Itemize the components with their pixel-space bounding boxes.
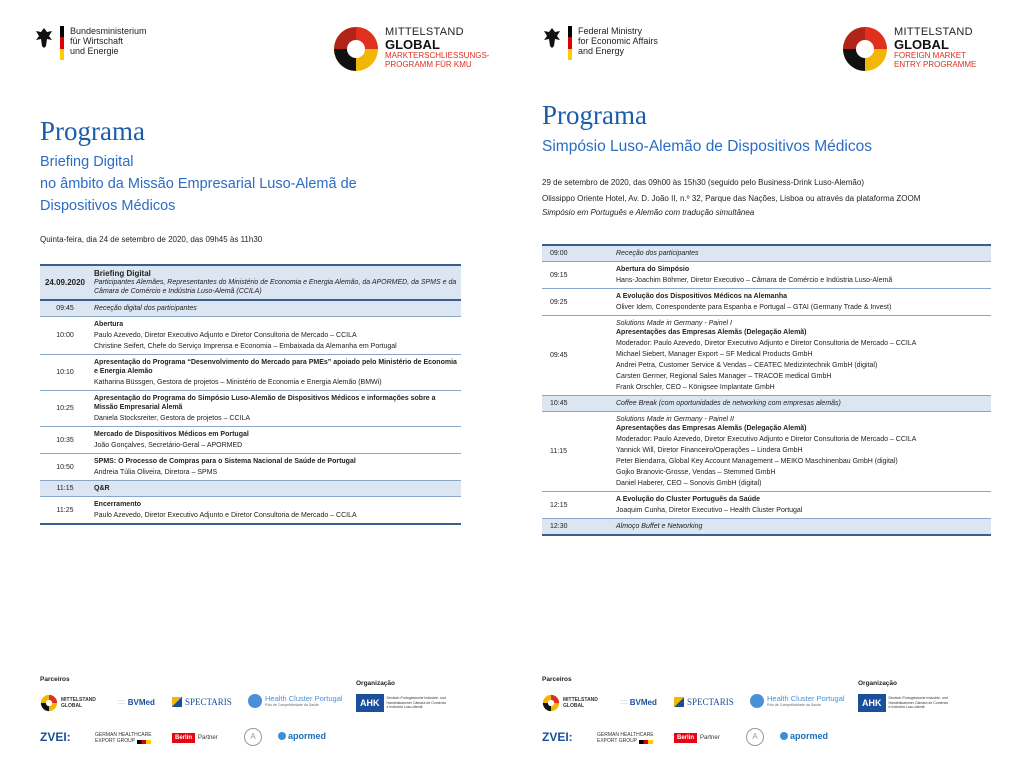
speaker-line: Joaquim Cunha, Diretor Executivo – Health Cluster Portugal [616,507,803,514]
berlin-text: Berlin [674,733,697,743]
schedule-time: 12:15 [550,501,568,509]
page-title: Programa [40,116,145,146]
mg-line-2: GLOBAL [894,37,949,52]
apormed-logo [278,732,326,740]
subtitle-line-3: Dispositivos Médicos [40,198,176,214]
mittelstand-global-mark-icon [542,694,560,712]
zvei-text: ZVEI: [40,730,71,744]
ahk-text: Deutsch-Portugiesische Industrie- und Handelskammer Câmara de Comércio e Indústria Luso-Alemã [386,696,447,710]
schedule-time: 10:10 [56,369,74,376]
ahk-mark: AHK [858,694,886,712]
ministry-line-2: für Wirtschaft [70,36,124,46]
speaker-line: Michael Siebert, Manager Export – SF Medical Products GmbH [616,351,813,358]
schedule-time: 09:00 [550,250,568,257]
ghe-flag-icon [137,740,151,744]
schedule-time: 09:25 [550,298,568,306]
apormed-logo [780,732,828,740]
session-note: Almoço Buffet e Networking [616,523,703,530]
footer-mg-text: MITTELSTAND GLOBAL [563,697,598,709]
ahk-logo [858,694,951,712]
mg-line-3: MARKTERSCHLIESSUNGS- [385,51,490,60]
emblem-icon: A [746,728,764,746]
speaker-line: Gojko Branovic-Grosse, Vendas – Stemmed GmbH [616,469,776,476]
mg-line-2: GLOBAL [385,37,440,52]
schedule-time: 10:50 [56,463,74,471]
footer-mittelstand-global-logo [542,694,607,712]
ghe-text: GERMAN HEALTHCARE EXPORT GROUP [95,732,152,744]
ahk-mark: AHK [356,694,384,712]
german-healthcare-export-group-logo [597,732,653,744]
ghe-flag-icon [639,740,653,744]
session-title: Apresentações das Empresas Alemãs (Delegação Alemã) [616,425,807,432]
ministry-line-1: Federal Ministry [578,26,643,36]
schedule-time: 10:45 [550,400,568,407]
speaker-line: Yannick Will, Diretor Financeiro/Operações – Lindera GmbH [616,447,803,454]
apormed-icon [278,732,286,740]
speaker-line: Andrei Petra, Customer Service & Vendas – CEATEC Medizintechnik GmbH (digital) [616,362,878,369]
schedule-time: 09:45 [56,305,74,312]
health-cluster-icon [750,694,764,708]
header-date: 24.09.2020 [44,278,86,287]
berlin-text: Berlin [172,733,195,743]
event-venue: Olissippo Oriente Hotel, Av. D. João II, n.º 32, Parque das Nações, Lisboa ou através da plataforma ZOOM [542,194,921,203]
event-date: Quinta-feira, dia 24 de setembro de 2020, das 09h45 às 11h30 [40,235,263,244]
speaker-line: João Gonçalves, Secretário-Geral – APORMED [94,442,243,449]
schedule-time: 10:00 [56,332,74,339]
session-title: Apresentações das Empresas Alemãs (Delegação Alemã) [616,329,807,336]
spectaris-icon [674,697,684,707]
page-right [512,0,1024,770]
speaker-line: Frank Orschler, CEO – Königsee Implantate GmbH [616,384,775,391]
emblem-logo [244,728,262,746]
health-cluster-icon [248,694,262,708]
page-subtitle: Simpósio Luso-Alemão de Dispositivos Médicos [542,138,872,155]
bvmed-text: BVMed [629,698,657,707]
speaker-line: Daniela Stocksreiter, Gestora de projetos – CCILA [94,415,251,422]
session-title: Abertura do Simpósio [616,266,690,273]
footer-mittelstand-global-logo [40,694,105,712]
apormed-text: apormed [790,731,829,741]
zvei-text: ZVEI: [542,730,573,744]
ministry-line-1: Bundesministerium [70,26,147,36]
speaker-line: Andreia Túlia Oliveira, Diretora – SPMS [94,469,218,476]
mg-line-1: MITTELSTAND [894,26,973,38]
bvmed-text: BVMed [127,698,155,707]
partners-label: Parceiros [40,676,70,683]
session-title: A Evolução dos Dispositivos Médicos na Alemanha [616,293,788,300]
speaker-line: Paulo Azevedo, Diretor Executivo Adjunto e Diretor Consultoria de Mercado – CCILA [94,332,357,339]
speaker-line: Hans-Joachim Böhmer, Diretor Executivo – Câmara de Comércio e Indústria Luso-Alemã [616,277,893,284]
speaker-line: Daniel Haberer, CEO – Sonovis GmbH (digital) [616,480,762,487]
session-title: Abertura [94,321,124,328]
spectaris-text: SPECTARIS [185,697,232,707]
footer-logos [512,0,1024,770]
bvmed-logo [620,699,657,707]
apormed-icon [780,732,788,740]
spectaris-icon [172,697,182,707]
schedule-time: 11:15 [550,448,567,455]
german-healthcare-export-group-logo [95,732,151,744]
schedule-time: 11:15 [56,485,74,492]
session-title: Encerramento [94,501,142,508]
ministry-line-3: and Energy [578,46,625,56]
apormed-text: apormed [288,731,327,741]
health-cluster-portugal-logo [750,694,845,708]
speaker-line: Peter Biendarra, Global Key Account Management – MEIKO Maschinenbau GmbH (digital) [616,458,898,465]
emblem-logo [746,728,764,746]
speaker-line: Moderador: Paulo Azevedo, Diretor Executivo Adjunto e Diretor Consultoria de Mercado – CCILA [616,340,917,347]
bvmed-logo [118,699,155,707]
session-title: SPMS: O Processo de Compras para o Sistema Nacional de Saúde de Portugal [94,458,356,465]
ghe-text: GERMAN HEALTHCARE EXPORT GROUP [597,732,654,744]
speaker-line: Moderador: Paulo Azevedo, Diretor Executivo Adjunto e Diretor Consultoria de Mercado – CCILA [616,436,917,443]
mittelstand-global-mark-icon [40,694,58,712]
session-title: Apresentação do Programa “Desenvolvimento do Mercado para PMEs” apoiado pelo Ministério de Economia e Energia Alemão [94,359,457,375]
berlin-partner-text: Partner [700,735,720,741]
session-note: Solutions Made in Germany - Painel I [616,320,732,327]
spectaris-logo [172,697,232,707]
page-title: Programa [542,100,647,130]
session-title: A Evolução do Cluster Português da Saúde [616,496,761,503]
zvei-logo [40,730,71,744]
mg-line-4: ENTRY PROGRAMME [894,60,977,69]
session-note: Receção digital dos participantes [94,305,197,312]
ahk-text: Deutsch-Portugiesische Industrie- und Handelskammer Câmara de Comércio e Indústria Luso-Alemã [888,696,949,710]
spectaris-logo [674,697,734,707]
ahk-logo [356,694,449,712]
session-note: Receção dos participantes [616,250,699,257]
event-language-note: Simpósio em Português e Alemão com tradução simultânea [542,208,755,217]
health-cluster-text: Health Cluster Portugal [265,694,343,703]
footer-mg-text: MITTELSTAND GLOBAL [61,697,96,709]
speaker-line: Christine Seifert, Chefe do Serviço Imprensa e Economia – Embaixada da Alemanha em Portugal [94,343,397,350]
session-note: Solutions Made in Germany - Painel II [616,416,734,423]
health-cluster-subtext: Pólo de Competitividade da Saúde [265,703,319,707]
organization-label: Organização [858,680,898,687]
spectaris-text: SPECTARIS [687,697,734,707]
berlin-partner-logo [172,733,218,743]
mg-line-4: PROGRAMM FÜR KMU [385,60,472,69]
mg-line-3: FOREIGN MARKET [894,51,967,60]
partners-label: Parceiros [542,676,572,683]
header-description: Participantes Alemães, Representantes do Ministério de Economia e Energia Alemão, da APORMED, da SPMS e da Câmara de Comércio e Indústria Luso-Alemã (CCILA) [94,279,457,295]
bvmed-dots-icon: :::: [620,699,628,706]
session-title: Apresentação do Programa do Simpósio Luso-Alemão de Dispositivos Médicos e informações sobre a Missão Empresarial Alemã [94,395,436,411]
zvei-logo [542,730,573,744]
event-date-time: 29 de setembro de 2020, das 09h00 às 15h30 (seguido pelo Business-Drink Luso-Alemão) [542,178,864,187]
schedule-time: 10:25 [56,405,74,412]
speaker-line: Carsten Germer, Regional Sales Manager – TRACOE medical GmbH [616,373,832,380]
subtitle-line-1: Briefing Digital [40,154,134,170]
organization-label: Organização [356,680,396,687]
session-title: Mercado de Dispositivos Médicos em Portugal [94,431,249,438]
schedule-time: 12:30 [550,523,568,530]
berlin-partner-text: Partner [198,735,218,741]
ministry-line-2: for Economic Affairs [578,36,658,46]
health-cluster-portugal-logo [248,694,343,708]
ministry-line-3: und Energie [70,46,119,56]
subtitle-line-2: no âmbito da Missão Empresarial Luso-Alemã de [40,176,357,192]
header-title: Briefing Digital [94,269,151,278]
schedule-time: 10:35 [56,436,74,444]
berlin-partner-logo [674,733,720,743]
bvmed-dots-icon: :::: [118,699,126,706]
health-cluster-text-block [265,695,343,707]
health-cluster-text-block [767,695,845,707]
health-cluster-text: Health Cluster Portugal [767,694,845,703]
speaker-line: Paulo Azevedo, Diretor Executivo Adjunto e Diretor Consultoria de Mercado – CCILA [94,512,357,519]
schedule-time: 09:45 [550,352,568,359]
schedule-time: 09:15 [550,271,568,279]
schedule-time: 11:25 [56,506,74,514]
mg-line-1: MITTELSTAND [385,26,464,38]
emblem-icon: A [244,728,262,746]
health-cluster-subtext: Pólo de Competitividade da Saúde [767,703,821,707]
speaker-line: Oliver Idem, Correspondente para Espanha e Portugal – GTAI (Germany Trade & Invest) [616,304,892,311]
session-title: Q&R [94,485,110,492]
speaker-line: Katharina Büssgen, Gestora de projetos – Ministério de Economia e Energia Alemão (BMWi) [94,379,382,386]
session-note: Coffee Break (com oportunidades de networking com empresas alemãs) [616,400,841,407]
